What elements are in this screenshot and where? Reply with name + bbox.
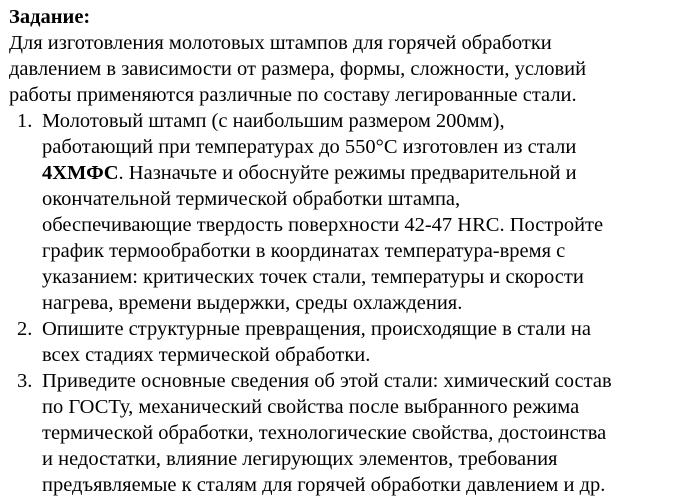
task-number: 3. xyxy=(17,370,33,392)
task-text-line: и недостатки, влияние легирующих элементов, требования xyxy=(42,448,558,470)
task-text-line: нагрева, времени выдержки, среды охлаждения. xyxy=(42,292,463,314)
intro-line: давлением в зависимости от размера, формы, сложности, условий xyxy=(9,58,587,80)
intro-paragraph xyxy=(9,30,680,108)
task-text-line: по ГОСТу, механический свойства после выбранного режима xyxy=(42,396,580,418)
task-text-line: предъявляемые к сталям для горячей обработки давлением и др. xyxy=(42,474,606,496)
task-text-line: Приведите основные сведения об этой стали: химический состав xyxy=(42,370,612,392)
task-text-line xyxy=(42,160,680,186)
task-item-3 xyxy=(9,368,680,498)
task-text-line: указанием: критических точек стали, температуры и скорости xyxy=(42,266,584,288)
task-list xyxy=(9,108,680,498)
task-text-line: окончательной термической обработки штампа, xyxy=(42,188,461,210)
task-text-line: работающий при температурах до 550°С изготовлен из стали xyxy=(42,136,577,158)
task-number: 1. xyxy=(17,110,33,132)
task-text-line: Молотовый штамп (с наибольшим размером 200мм), xyxy=(42,110,505,132)
task-item-2 xyxy=(9,316,680,368)
task-text-line: Опишите структурные превращения, происходящие в стали на xyxy=(42,318,591,340)
task-text-fragment: . Назначьте и обоснуйте режимы предварительной и xyxy=(118,162,577,184)
task-text-line: термической обработки, технологические свойства, достоинства xyxy=(42,422,607,444)
task-text-line: всех стадиях термической обработки. xyxy=(42,344,371,366)
intro-line: Для изготовления молотовых штампов для горячей обработки xyxy=(9,32,552,54)
task-item-1 xyxy=(9,108,680,316)
task-text-line: обеспечивающие твердость поверхности 42-47 HRC. Постройте xyxy=(42,214,604,236)
task-number: 2. xyxy=(17,318,33,340)
task-text-line: график термообработки в координатах температура-время с xyxy=(42,240,566,262)
task-heading: Задание: xyxy=(9,6,91,28)
steel-grade: 4ХМФС xyxy=(42,162,119,184)
intro-line: работы применяются различные по составу легированные стали. xyxy=(9,84,577,106)
